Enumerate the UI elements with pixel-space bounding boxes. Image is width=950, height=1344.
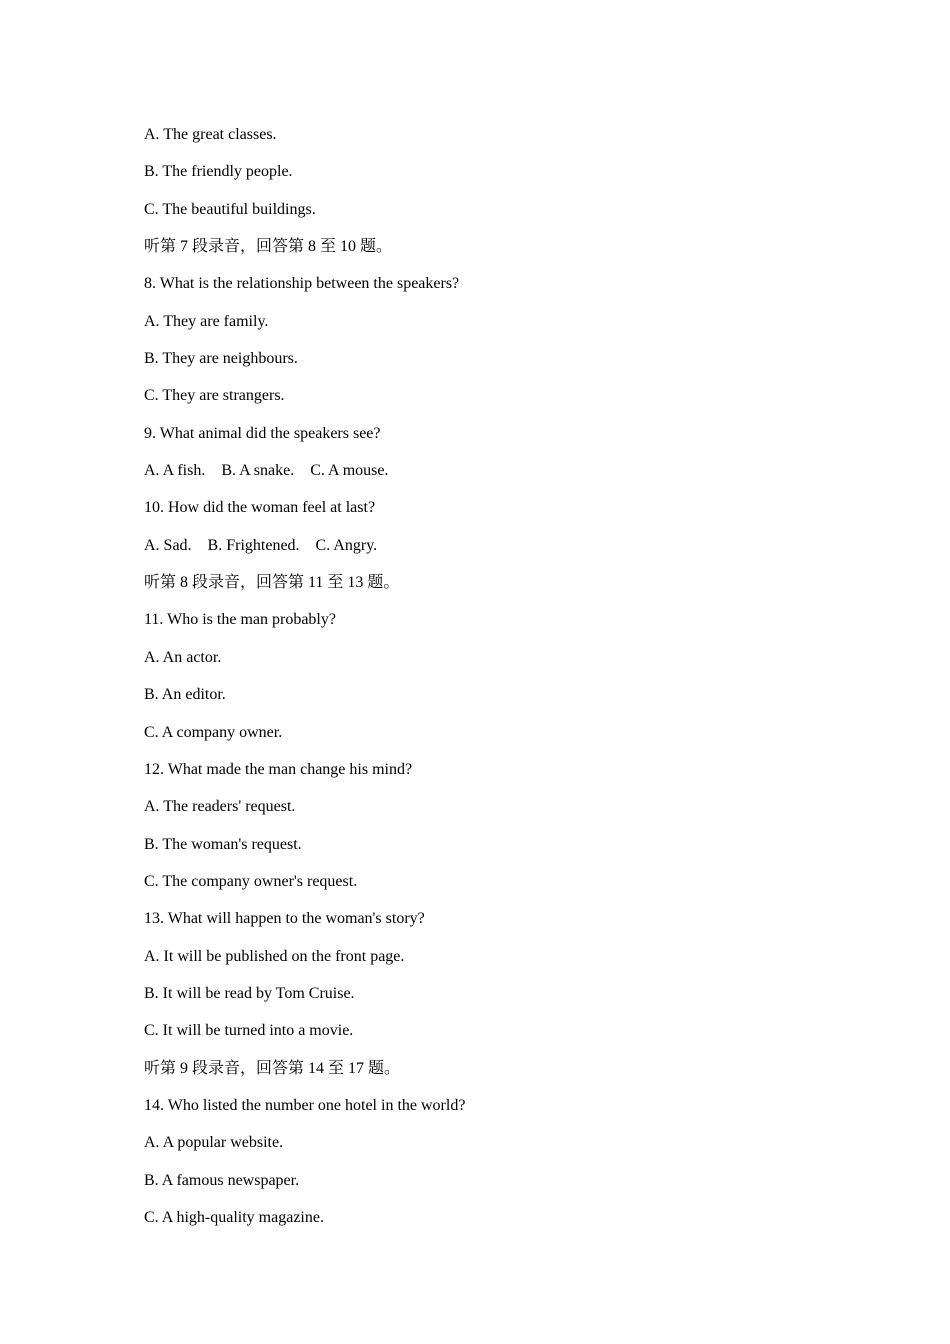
question-line: 11. Who is the man probably? [144,611,336,629]
text-line: C. It will be turned into a movie. [144,1022,354,1040]
text-line: B. A famous newspaper. [144,1171,300,1189]
question-line: 12. What made the man change his mind? [144,760,413,778]
section-instruction: 听第 9 段录音，回答第 14 至 17 题。 [144,1059,401,1077]
text-line: A. A fish. B. A snake. C. A mouse. [144,462,389,480]
text-line: C. They are strangers. [144,387,285,405]
text-line: C. The company owner's request. [144,872,358,890]
text-line: B. They are neighbours. [144,350,298,368]
question-line: 9. What animal did the speakers see? [144,424,381,442]
question-line: 8. What is the relationship between the speakers? [144,275,460,293]
question-line: 14. Who listed the number one hotel in the world? [144,1096,466,1114]
question-line: 13. What will happen to the woman's story? [144,910,425,928]
text-line: C. A high-quality magazine. [144,1208,324,1226]
text-line: B. It will be read by Tom Cruise. [144,984,355,1002]
text-line: B. The friendly people. [144,163,293,181]
text-line: C. A company owner. [144,723,283,741]
text-line: B. An editor. [144,686,226,704]
text-line: A. Sad. B. Frightened. C. Angry. [144,536,378,554]
text-line: A. It will be published on the front page. [144,947,405,965]
text-line: A. The readers' request. [144,798,296,816]
section-instruction: 听第 8 段录音，回答第 11 至 13 题。 [144,574,400,592]
text-line: A. A popular website. [144,1134,284,1152]
text-line: A. The great classes. [144,126,277,143]
text-line: C. The beautiful buildings. [144,200,316,218]
text-line: A. They are family. [144,312,269,330]
section-instruction: 听第 7 段录音，回答第 8 至 10 题。 [144,238,393,256]
document-body [144,122,844,1242]
text-line: A. An actor. [144,648,222,666]
question-line: 10. How did the woman feel at last? [144,499,376,517]
text-line: B. The woman's request. [144,835,302,853]
